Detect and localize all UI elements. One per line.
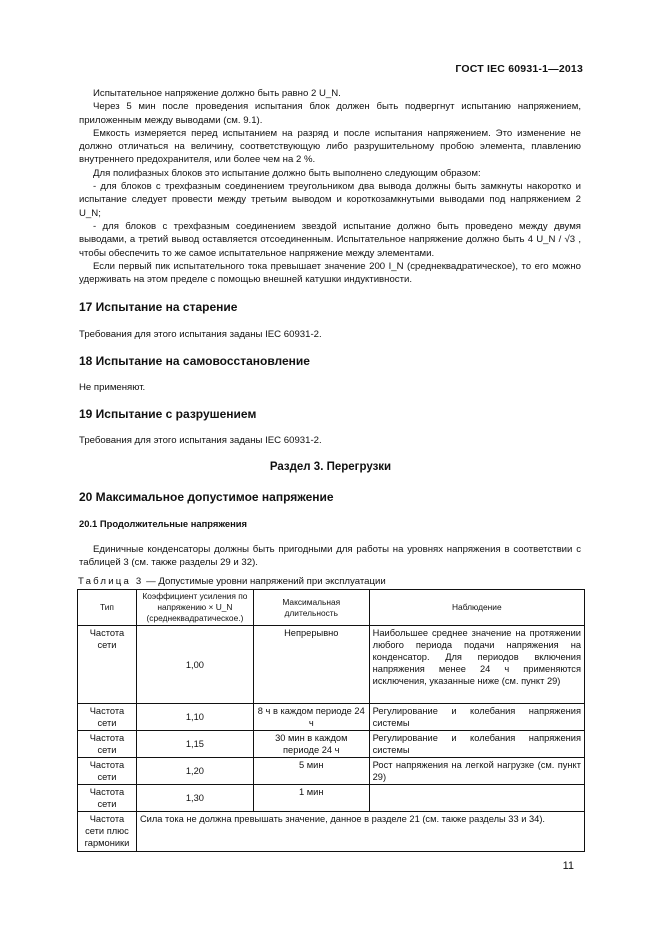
- table-caption-prefix: Таблица 3: [78, 576, 144, 587]
- cell-type: Частота сети: [78, 785, 137, 812]
- header-coefficient: Коэффициент усиления по напряжению × U_N (среднеквадратическое.): [136, 590, 253, 626]
- intro-p3: Емкость измеряется перед испытанием на разряд и после испытания напряжением. Это изменение не должно отличаться на величину, соответствующую либо разрушительному пробою элемента, плавлению внутреннего предохранителя, или более чем на 2 %.: [79, 127, 581, 166]
- header-type: Тип: [78, 590, 137, 626]
- cell-duration: 8 ч в каждом периоде 24 ч: [253, 704, 369, 731]
- intro-p2: Через 5 мин после проведения испытания блок должен быть подвергнут испытанию напряжением, приложенным между выводами (см. 9.1).: [79, 101, 581, 126]
- table-row: [78, 812, 585, 852]
- table-caption-rest: — Допустимые уровни напряжений при эксплуатации: [143, 576, 386, 587]
- section-17-heading: 17 Испытание на старение: [79, 300, 238, 314]
- section-19-heading: 19 Испытание с разрушением: [79, 407, 257, 421]
- section-18-text: Не применяют.: [79, 382, 146, 393]
- cell-duration: Непрерывно: [253, 626, 369, 704]
- cell-coefficient: 1,20: [136, 758, 253, 785]
- cell-type: Частота сети: [78, 704, 137, 731]
- cell-duration: 30 мин в каждом периоде 24 ч: [253, 731, 369, 758]
- subsection-20-1-heading: 20.1 Продолжительные напряжения: [79, 518, 247, 529]
- cell-type: Частота сети: [78, 626, 137, 704]
- cell-observation: Регулирование и колебания напряжения системы: [369, 704, 584, 731]
- intro-p4: Для полифазных блоков это испытание должно быть выполнено следующим образом:: [93, 167, 481, 179]
- table-row: [78, 704, 585, 731]
- cell-duration: 1 мин: [253, 785, 369, 812]
- cell-duration: 5 мин: [253, 758, 369, 785]
- section-19-text: Требования для этого испытания заданы IEC 60931-2.: [79, 435, 322, 446]
- page-number: 11: [562, 860, 574, 872]
- cell-type: Частота сети плюс гармоники: [78, 812, 137, 852]
- table-header-row: [78, 590, 585, 626]
- part-3-title: Раздел 3. Перегрузки: [269, 461, 392, 473]
- cell-coefficient: 1,00: [136, 626, 253, 704]
- cell-observation: [369, 785, 584, 812]
- intro-p7: Если первый пик испытательного тока превышает значение 200 I_N (среднеквадратическое), то его можно удерживать на этом пределе с помощью внешней катушки индуктивности.: [79, 260, 581, 286]
- standard-designation: ГОСТ IEC 60931-1—2013: [455, 63, 583, 75]
- section-20-heading: 20 Максимальное допустимое напряжение: [79, 490, 334, 504]
- table-caption: [78, 576, 386, 587]
- voltage-levels-table: [77, 589, 585, 852]
- table-row: [78, 785, 585, 812]
- header-observation: Наблюдение: [369, 590, 584, 626]
- intro-block: [79, 87, 581, 286]
- cell-coefficient: 1,15: [136, 731, 253, 758]
- header-duration: Максимальная длительность: [253, 590, 369, 626]
- section-20-text-block: [79, 543, 581, 570]
- intro-p5: - для блоков с трехфазным соединением треугольником два вывода должны быть замкнуты накоротко и испытание следует провести между третьим выводом и короткозамкнутыми выводами под напряжением 2 U_N;: [79, 181, 581, 219]
- cell-observation: Регулирование и колебания напряжения системы: [369, 731, 584, 758]
- cell-observation: Рост напряжения на легкой нагрузке (см. пункт 29): [369, 758, 584, 785]
- section-17-text: Требования для этого испытания заданы IEC 60931-2.: [79, 329, 322, 340]
- cell-coefficient: 1,10: [136, 704, 253, 731]
- cell-coefficient: 1,30: [136, 785, 253, 812]
- section-18-heading: 18 Испытание на самовосстановление: [79, 354, 310, 368]
- table-row: [78, 758, 585, 785]
- cell-type: Частота сети: [78, 731, 137, 758]
- cell-note: Сила тока не должна превышать значение, данное в разделе 21 (см. также разделы 33 и 34).: [136, 812, 584, 852]
- intro-p6: - для блоков с трехфазным соединением звездой испытание должно быть проведено между двумя выводами, а третий вывод оставляется отсоединенным. Испытательное напряжение должно быть 4 U_N / √3 , чтобы обеспечить то же самое испытательное напряжение между элементами.: [79, 220, 581, 259]
- table-row: [78, 626, 585, 704]
- table-row: [78, 731, 585, 758]
- intro-p1: Испытательное напряжение должно быть равно 2 U_N.: [93, 88, 341, 99]
- cell-observation: Наибольшее среднее значение на протяжении любого периода подачи напряжения на конденсатор. Для периодов включения напряжения менее 24 ч применяются исключения, указанные ниже (см. пункт 29): [369, 626, 584, 704]
- section-20-text: Единичные конденсаторы должны быть пригодными для работы на уровнях напряжения в соответствии с таблицей 3 (см. также разделы 29 и 32).: [79, 544, 581, 569]
- cell-type: Частота сети: [78, 758, 137, 785]
